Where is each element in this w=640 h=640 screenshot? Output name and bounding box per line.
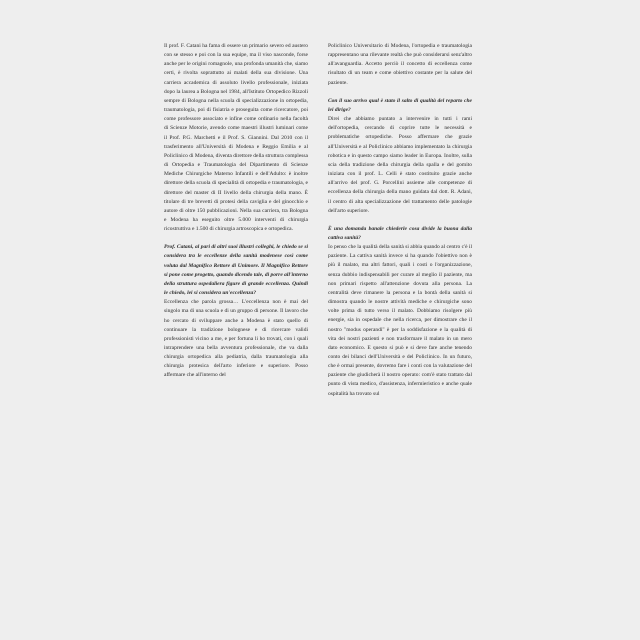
interview-answer-1-continued: Policlinico Universitario di Modena, l'ortopedia e traumatologia rappresentano una rilevante realtà che può considerarsi senz'altro all'avanguardia. Accetto perciò il concetto di eccellenza come risultato di un team e come obiettivo costante per la salute del paziente. — [328, 43, 472, 86]
left-text-column — [164, 42, 308, 381]
interview-answer-1: Eccellenza che parola grossa… L'eccellenza non è mai del singolo ma di una scuola e di un gruppo di persone. Il lavoro che ho cercato di sviluppare anche a Modena è stato quello di continuare la tradizione bolognese e di ricercare validi professionisti vicino a me, e per fortuna li ho trovati, con i quali intraprendere una bella avventura professionale, che va dalla chirurgia ortopedica alla pediatria, dalla traumatologia alla chirurgia protesica dell'arto inferiore e superiore. Posso affermare che all'interno del — [164, 299, 308, 379]
interview-answer-2: Direi che abbiamo puntato a intervenire in tutti i rami dell'ortopedia, cercando di coprire tutte le necessità e problematiche ortopediche. Posso affermare che grazie all'Università e al Policlinico abbiamo implementato la chirurgia robotica e in questo campo siamo leader in Europa. Inoltre, sulla scia della tradizione della chirurgia della spalla e del gomito iniziata con il prof. L. Celli è stato costituito grazie anche all'arrivo del prof. G. Porcellini assieme alle competenze di eccellenza della chirurgia della mano guidata dal dott. R. Adani, il centro di alta specializzazione del trattamento delle patologie dell'arto superiore. — [328, 116, 472, 214]
right-text-column — [328, 42, 472, 399]
intro-paragraph: Il prof. F. Catani ha fama di essere un primario severo ed austero con se stesso e poi con la sua equipe, ma il viso nasconde, forse anche per le origini romagnole, una profonda umanità che, siamo certi, è rivolta soprattutto ai malati della sua divisione. Una carriera accademica di assoluto livello professionale, iniziata dopo la laurea a Bologna nel 1984, all'Istituto Ortopedico Rizzoli sempre di Bologna nella scuola di specializzazione in ortopedia, traumatologia, poi di fisiatria e proseguita come ricercatore, poi come professore associato e infine come ordinario nella facoltà di Scienze Motorie, avendo come maestri illustri luminari come il Prof. P.G. Marchetti e il Prof. S. Giannini. Dal 2010 con il trasferimento all'Università di Modena e Reggio Emilia e al Policlinico di Modena, diventa direttore della struttura complessa di Ortopedia e Traumatologia del Dipartimento di Scienze Mediche Chirurgiche Materno Infantili e dell'Adulto: è inoltre direttore della scuola di specialità di ortopedia e traumatologia, e direttore del master di II livello della chirurgia della mano. È titolare di tre brevetti di protesi della caviglia e del ginocchio e autore di oltre 150 pubblicazioni. Nella sua carriera, tra Bologna e Modena ha eseguito oltre 5.000 interventi di chirurgia ricostruttiva e 1.500 di chirurgia artroscopica e ortopedica. — [164, 43, 308, 233]
interview-question-2: Con il suo arrivo qual è stato il salto di qualità del reparto che lei dirige? — [328, 97, 472, 113]
interview-question-3: È una domanda banale chiederle cosa divide la buona dalla cattiva sanità? — [328, 225, 472, 241]
interview-answer-3: Io penso che la qualità della sanità si abbia quando al centro c'è il paziente. La cattiva sanità invece si ha quando l'obiettivo non è più il malato, ma altri fattori, quali i costi o l'organizzazione, senza dubbio indispensabili per curare al meglio il paziente, ma non primari rispetto all'attenzione dovuta alla persona. La centralità deve rimanere la persona e la bontà della sanità si dimostra quando le nostre attività mediche e chirurgiche sono volte prima di tutto verso il malato. Dobbiamo risolgere più energie, sia in ospedale che nella ricerca, per dimostrare che il nostro "modus operandi" è per la soddisfazione e la qualità di vita dei nostri pazienti e non trasformare il malato in un mero dato economico. E questo si può e si deve fare anche tenendo conto dei bilanci dell'Università e del Policlinico. In un futuro, che è ormai presente, dovremo fare i conti con la valutazione del paziente che giudicherà il nostro operato: com'è stato trattato dal punto di vista medico, d'assistenza, infermieristico e anche quale ospitalità ha trovato sul — [328, 244, 472, 397]
interview-question-1: Prof. Catani, al pari di altri suoi illustri colleghi, le chiedo se si considera tra le eccellenze della sanità modenese così come voluta dal Magnifico Rettore di Unimore. Il Magnifico Rettore si pone come progetto, quando dicendo tale, di porre all'interno della struttura ospedaliera figure di grande eccellenza. Quindi le chiedo, lei si considera un'eccellenza? — [164, 244, 308, 297]
